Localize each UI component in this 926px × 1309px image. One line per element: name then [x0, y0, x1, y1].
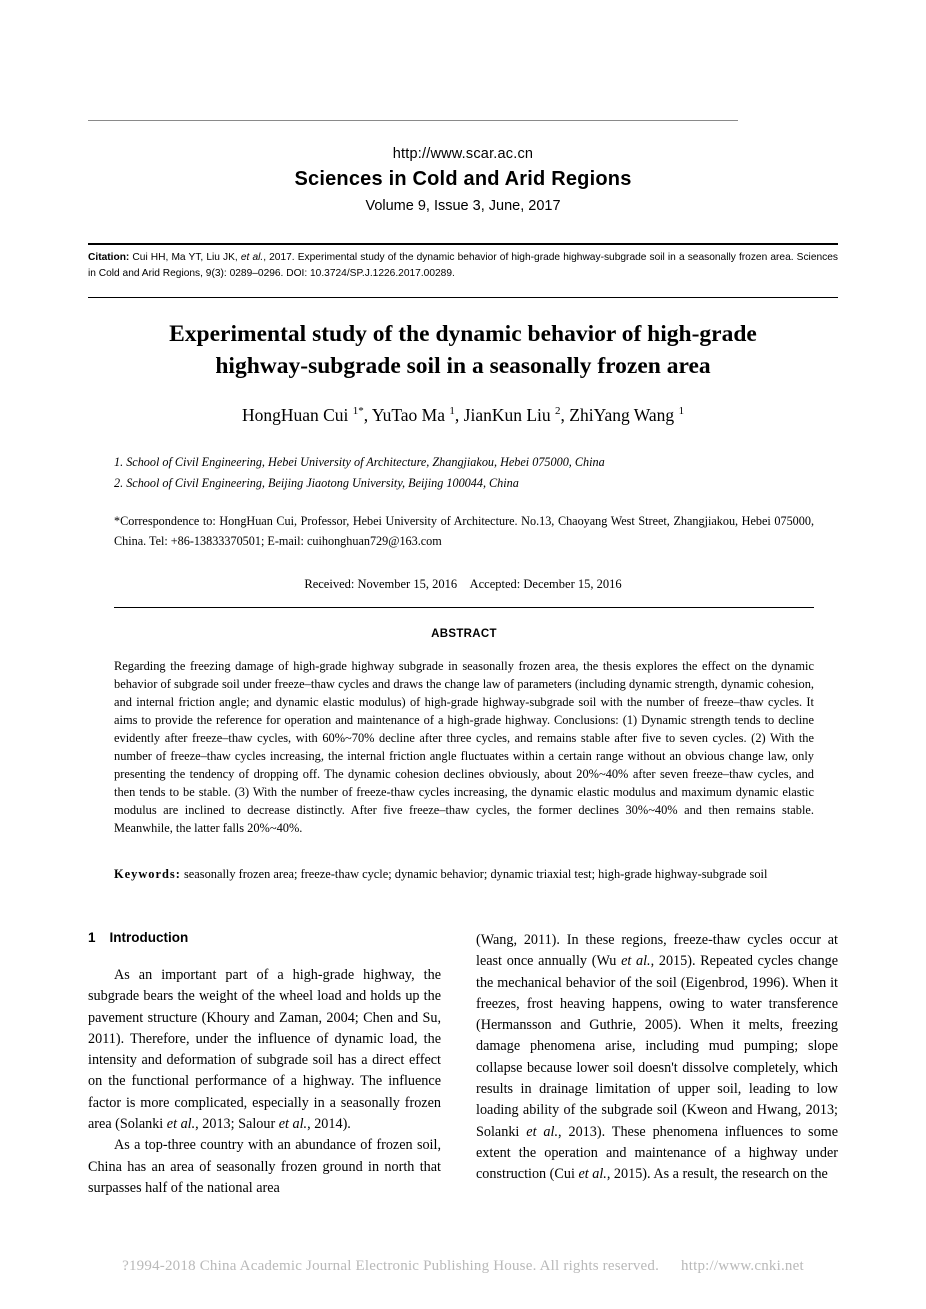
abstract-divider — [114, 607, 814, 608]
journal-header — [88, 146, 838, 214]
affiliation-list — [114, 452, 814, 495]
section-heading — [88, 930, 188, 945]
paragraph: As a top-three country with an abundance of frozen soil, China has an area of seasonally frozen ground in north that surpasses half of the national area — [88, 1137, 441, 1196]
abstract-heading: ABSTRACT — [431, 628, 497, 640]
footer-copyright: ?1994-2018 China Academic Journal Electronic Publishing House. All rights reserved. — [122, 1258, 660, 1274]
citation-top-divider — [88, 243, 838, 245]
journal-name: Sciences in Cold and Arid Regions — [294, 168, 632, 190]
title-line-1: Experimental study of the dynamic behavior of high-grade — [169, 321, 757, 347]
paragraph: (Wang, 2011). In these regions, freeze-thaw cycles occur at least once annually (Wu et al., 2015). Repeated cycles change the mechanical behavior of the soil (Eigenbrod, 1996). When it freezes, frost heaving happens, owing to water transference (Hermansson and Guthrie, 2005). When it melts, freezing damage phenomena arise, including mud pumping; slope collapse because lower soil doesn't dissolve completely, which results in drainage limitation of upper soil, leading to low loading ability of the subgrade soil (Kweon and Hwang, 2013; Solanki et al., 2013). These phenomena influences to some extent the operation and maintenance of a highway under construction (Cui et al., 2015). As a result, the research on the — [476, 932, 839, 1183]
citation-etal: et al. — [240, 252, 264, 263]
journal-url[interactable]: http://www.scar.ac.cn — [392, 146, 534, 162]
received-date: Received: November 15, 2016 — [304, 577, 458, 591]
citation-rest: , 2017. Experimental study of the dynamic behavior of high-grade highway-subgrade soil in a seasonally frozen area. Sciences in Cold and Arid Regions, 9(3): 0289–0296. DOI: 10.3724/SP.J.1226.2017.00289. — [88, 252, 839, 279]
footer-url[interactable]: http://www.cnki.net — [681, 1258, 804, 1274]
citation-bottom-divider — [88, 297, 838, 298]
author-list — [88, 405, 838, 426]
affiliation-1: 1. School of Civil Engineering, Hebei University of Architecture, Zhangjiakou, Hebei 075000, China — [114, 455, 605, 469]
keywords-block — [114, 866, 814, 884]
journal-volume: Volume 9, Issue 3, June, 2017 — [365, 198, 561, 214]
correspondence-note: *Correspondence to: HongHuan Cui, Professor, Hebei University of Architecture. No.13, Chaoyang West Street, Zhangjiakou, Hebei 075000, China. Tel: +86-13833370501; E-mail: cuihonghuan729@163.com — [114, 514, 814, 548]
affiliation-2: 2. School of Civil Engineering, Beijing Jiaotong University, Beijing 100044, China — [114, 476, 519, 491]
section-title: Introduction — [109, 930, 189, 945]
article-dates — [88, 577, 838, 592]
column-right — [476, 930, 838, 1186]
abstract-text: Regarding the freezing damage of high-grade highway subgrade in seasonally frozen area, the thesis explores the effect on the dynamic behavior of subgrade soil under freeze–thaw cycles and draws the change law of parameters (including dynamic strength, dynamic cohesion, and internal friction angle; and dynamic elastic modulus) of high-grade highway-subgrade soil with the number of freeze–thaw cycles. It aims to provide the reference for operation and maintenance of a high-grade highway. Conclusions: (1) Dynamic strength tends to decline evidently after freeze–thaw cycles, with 60%~70% decline after three cycles, and remains stable after five to seven cycles. (2) With the number of freeze–thaw cycles increasing, the internal friction angle fluctuates within a certain range without an obvious change law, only presenting the tendency of dropping off. The dynamic cohesion declines obviously, about 20%~40% after seven freeze–thaw cycles, and then tends to be stable. (3) With the number of freeze-thaw cycles increasing, the dynamic elastic modulus and maximum dynamic elastic modulus are inclined to decrease distinctly. After five freeze–thaw cycles, the former declines 30%~40% and then remains stable. Meanwhile, the latter falls 20%~40%. — [114, 659, 814, 835]
author-names: HongHuan Cui $^{1*}$, YuTao Ma $^1$, JianKun Liu $^2$, ZhiYang Wang $^1$ — [241, 405, 685, 425]
title-line-2: highway-subgrade soil in a seasonally frozen area — [215, 353, 711, 380]
section-number: 1 — [88, 930, 96, 945]
column-left — [88, 965, 441, 1199]
page-title — [88, 318, 838, 383]
keywords-text: seasonally frozen area; freeze-thaw cycle; dynamic behavior; dynamic triaxial test; high-grade highway-subgrade soil — [183, 867, 768, 881]
keywords-label: Keywords: — [114, 867, 181, 881]
citation-authors: Cui HH, Ma YT, Liu JK, — [132, 252, 238, 263]
top-divider — [88, 120, 738, 121]
citation-label: Citation: — [88, 252, 130, 263]
accepted-date: Accepted: December 15, 2016 — [469, 577, 622, 591]
footer-bar — [0, 1258, 926, 1275]
citation-block — [88, 250, 838, 282]
paragraph: As an important part of a high-grade highway, the subgrade bears the weight of the wheel load and holds up the pavement structure (Khoury and Zaman, 2004; Chen and Su, 2011). Therefore, under the influence of dynamic load, the intensity and deformation of subgrade soil has a direct effect on the functional performance of a highway. The influence factor is more complicated, especially in a seasonally frozen area (Solanki et al., 2013; Salour et al., 2014). — [88, 967, 441, 1133]
